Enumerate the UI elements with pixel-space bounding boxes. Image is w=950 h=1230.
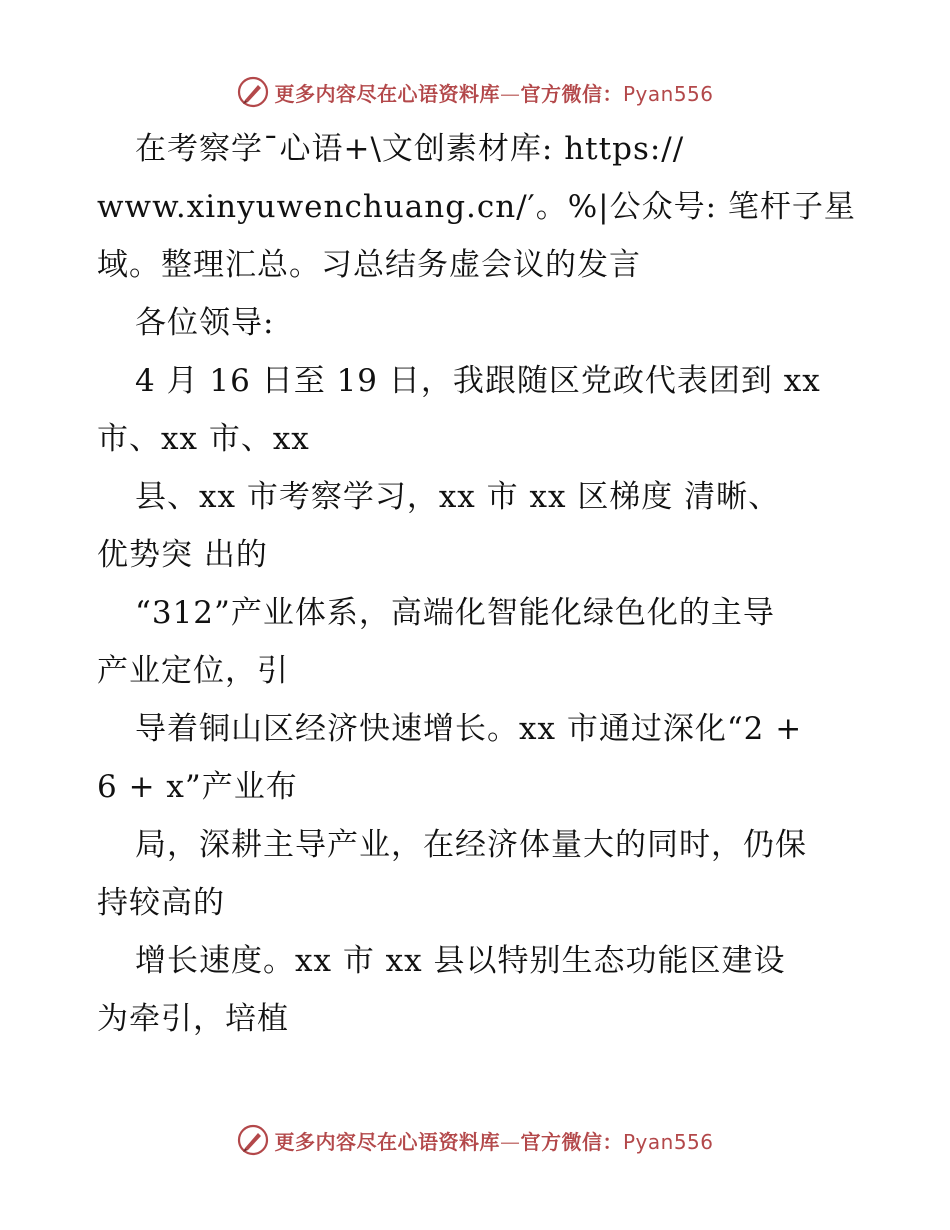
header-banner — [0, 72, 950, 112]
body-text-line: 局，深耕主导产业，在经济体量大的同时，仍保 — [135, 827, 807, 863]
body-text-line: 为牵引，培植 — [97, 1001, 289, 1037]
footer-wechat-label: 官方微信： — [520, 1129, 623, 1154]
footer-main-text: 更多内容尽在心语资料库 — [274, 1129, 500, 1154]
footer-separator: — — [499, 1129, 521, 1154]
footer-banner-text — [274, 1126, 713, 1155]
document-body — [97, 120, 887, 1048]
body-text-line: 优势突 出的 — [97, 537, 268, 573]
header-banner-text — [274, 78, 713, 107]
body-text-line: 4 月 16 日至 19 日，我跟随区党政代表团到 xx — [135, 363, 821, 399]
pen-logo-icon — [236, 1123, 270, 1157]
body-text-line: 增长速度。xx 市 xx 县以特别生态功能区建设 — [135, 943, 786, 979]
body-text-line: 各位领导: — [135, 305, 275, 341]
body-text-line: 市、xx 市、xx — [97, 421, 310, 457]
header-wechat-label: 官方微信： — [520, 81, 623, 106]
pen-logo-icon — [236, 75, 270, 109]
body-text-line: 产业定位，引 — [97, 653, 289, 689]
body-text-line: 6 + x”产业布 — [97, 769, 298, 805]
body-text-line: “312”产业体系，高端化智能化绿色化的主导 — [135, 595, 775, 631]
body-text-line: 导着铜山区经济快速增长。xx 市通过深化“2 + — [135, 711, 803, 747]
footer-wechat-id: Pyan556 — [622, 1129, 714, 1154]
header-separator: — — [499, 81, 521, 106]
header-wechat-id: Pyan556 — [622, 81, 714, 106]
body-text-line: 持较高的 — [97, 885, 225, 921]
body-text-line: www.xinyuwenchuang.cn/′。%|公众号: 笔杆子星 — [97, 189, 856, 225]
body-text-line: 域。整理汇总。习总结务虚会议的发言 — [97, 247, 641, 283]
body-text-line: 县、xx 市考察学习，xx 市 xx 区梯度 清晰、 — [135, 479, 781, 515]
body-text-line: 在考察学¯心语+\文创素材库: https:// — [135, 131, 685, 167]
header-main-text: 更多内容尽在心语资料库 — [274, 81, 500, 106]
footer-banner — [0, 1120, 950, 1160]
